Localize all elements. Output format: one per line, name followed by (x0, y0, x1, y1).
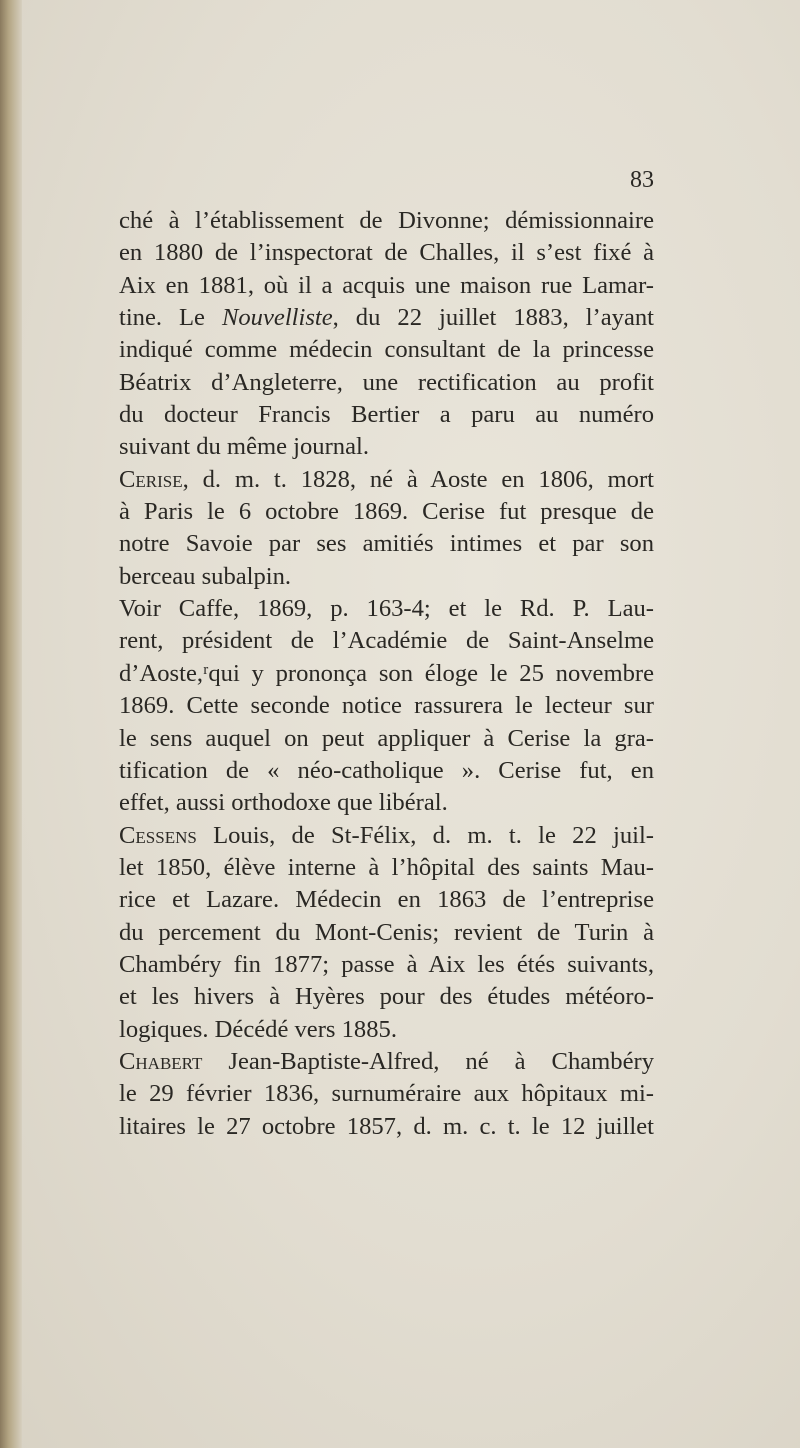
journal-title: Nouvelliste (221, 304, 333, 332)
text-line: à Paris le 6 octobre 1869. Cerise fut presque de (119, 498, 654, 526)
text-line: et les hivers à Hyères pour des études météoro- (119, 983, 654, 1011)
text-line: notre Savoie par ses amitiés intimes et par son (119, 530, 654, 558)
text-line: Chambéry fin 1877; passe à Aix les étés suivants, (119, 950, 654, 978)
text-line: tification de « néo-catholique ». Cerise fut, en (119, 756, 654, 784)
entry-name: Chabert (119, 1047, 203, 1075)
text-line: du docteur Francis Bertier a paru au numéro (119, 401, 654, 429)
text-line: 1869. Cette seconde notice rassurera le lecteur sur (119, 692, 654, 720)
text-line: ché à l’établissement de Divonne; démissionnaire (119, 207, 654, 234)
text-line: litaires le 27 octobre 1857, d. m. c. t. le 12 juillet (119, 1112, 654, 1140)
text-line: let 1850, élève interne à l’hôpital des saints Mau- (119, 853, 654, 881)
text-line: berceau subalpin. (119, 562, 292, 590)
text-line: rice et Lazare. Médecin en 1863 de l’entreprise (119, 886, 654, 914)
entry-name: Cerise (119, 465, 183, 493)
text-line: Voir Caffe, 1869, p. 163-4; et le Rd. P. Lau- (119, 595, 654, 623)
body-text (119, 205, 654, 1143)
text-line: tine. Le Nouvelliste, du 22 juillet 1883, l’ayant (119, 304, 654, 332)
text-line: rent, président de l’Académie de Saint-Anselme (119, 627, 654, 655)
text-line: en 1880 de l’inspectorat de Challes, il s’est fixé à (119, 239, 654, 267)
entry-name: Cessens (119, 821, 197, 849)
text-line: le sens auquel on peut appliquer à Cerise la gra- (119, 724, 654, 752)
text-line: indiqué comme médecin consultant de la princesse (119, 336, 654, 364)
text-line: du percement du Mont-Cenis; revient de Turin à (119, 918, 654, 946)
page-number: 83 (630, 167, 654, 193)
text-line: Chabert Jean-Baptiste-Alfred, né à Chambéry (119, 1047, 654, 1075)
text-line: d’Aoste,ʳqui y prononça son éloge le 25 novembre (119, 659, 654, 687)
text-line: Cessens Louis, de St-Félix, d. m. t. le 22 juil- (119, 821, 654, 849)
text-line: Aix en 1881, où il a acquis une maison rue Lamar- (119, 271, 654, 299)
text-line: Béatrix d’Angleterre, une rectification au profit (119, 368, 654, 396)
text-line: Cerise, d. m. t. 1828, né à Aoste en 1806, mort (119, 465, 654, 493)
page-binding-shadow (0, 0, 22, 1448)
text-line: suivant du même journal. (119, 433, 369, 461)
text-line: effet, aussi orthodoxe que libéral. (119, 789, 448, 817)
text-line: logiques. Décédé vers 1885. (119, 1015, 397, 1043)
text-line: le 29 février 1836, surnuméraire aux hôpitaux mi- (119, 1080, 654, 1108)
